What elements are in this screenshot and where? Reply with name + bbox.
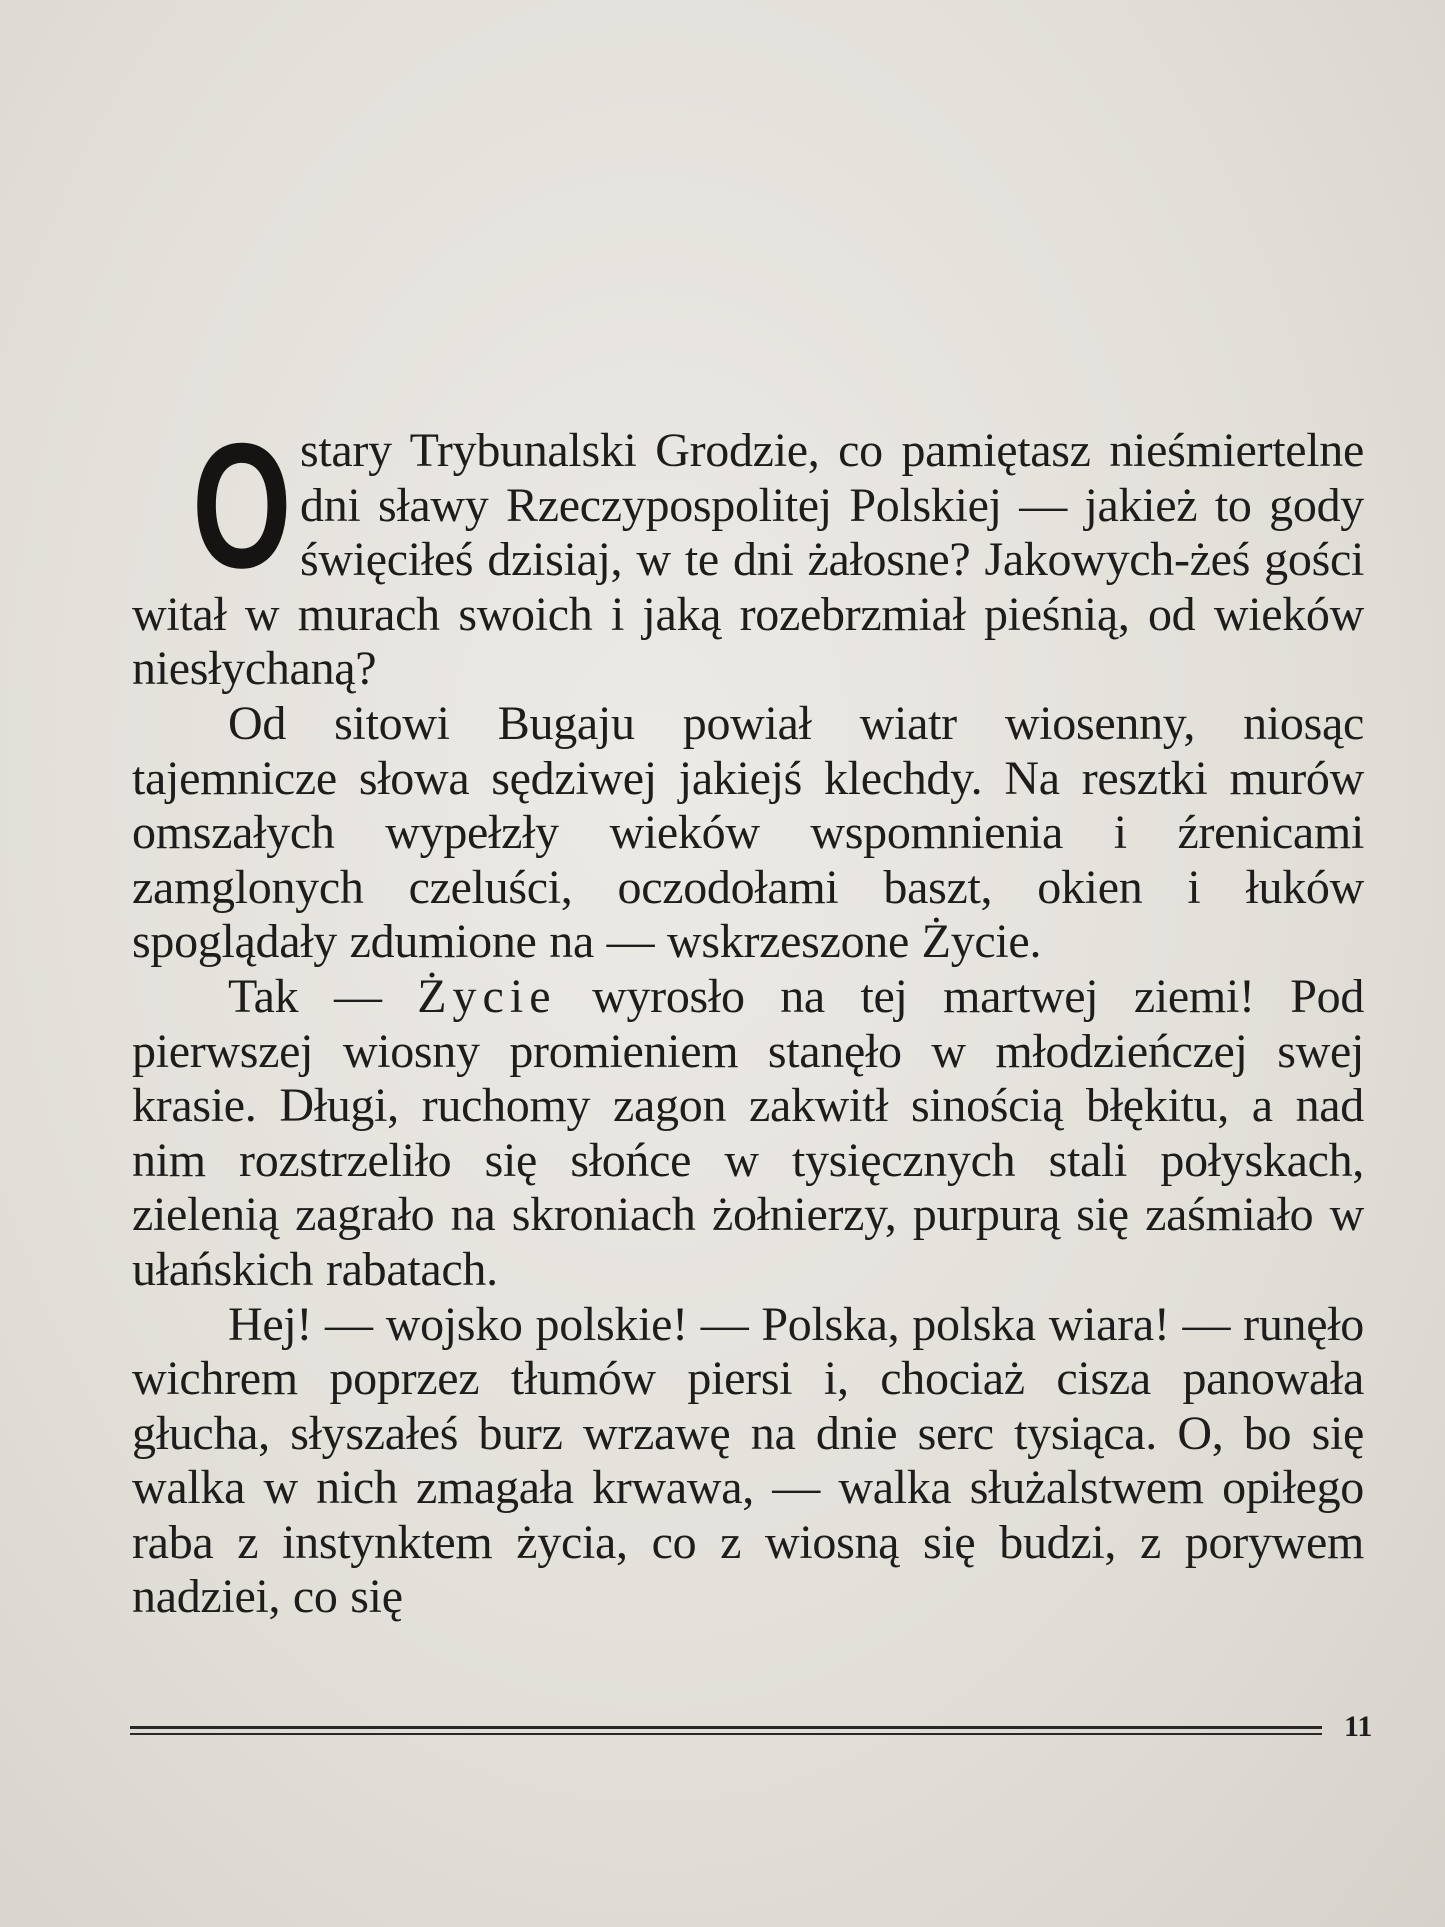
paragraph-1-text: stary Trybunalski Grodzie, co pamiętasz nieśmiertelne dni sławy Rzeczypospolitej Polskiej — jakież to gody święciłeś dzisiaj, w te dni żałosne? Jakowych-żeś gości witał w murach swoich i jaką rozebrzmiał pieśnią, od wieków niesłychaną? xyxy=(132,424,1364,696)
footer-rule-line-top xyxy=(130,1726,1322,1729)
paragraph-3-spaced-word: Życie xyxy=(417,969,557,1023)
page-number: 11 xyxy=(1344,1710,1373,1743)
footer-rule-line-bottom xyxy=(130,1733,1322,1735)
footer-double-rule xyxy=(130,1726,1322,1740)
paragraph-4 xyxy=(132,1298,1364,1626)
paragraph-3-text: wyrosło na tej martwej ziemi! Pod pierwszej wiosny promieniem stanęło w młodzieńczej swej krasie. Długi, ruchomy zagon zakwitł sinością błękitu, a nad nim rozstrzeliło się słońce w tysięcznych stali połyskach, zielenią zagrało na skroniach żołnierzy, purpurą się zaśmiało w ułańskich rabatach. xyxy=(132,969,1365,1296)
paragraph-2-text: Od sitowi Bugaju powiał wiatr wiosenny, niosąc tajemnicze słowa sędziwej jakiejś klechdy. Na resztki murów omszałych wypełzły wieków wspomnienia i źrenicami zamglonych czeluści, oczodołami baszt, okien i łuków spoglądały zdumione na — wskrzeszone Życie. xyxy=(132,696,1364,969)
paragraph-3 xyxy=(132,970,1364,1298)
paragraph-3-lead: Tak — xyxy=(228,969,382,1023)
drop-cap-letter: O xyxy=(192,406,292,605)
paragraph-4-text: Hej! — wojsko polskie! — Polska, polska wiara! — runęło wichrem poprzez tłumów piersi i, chociaż cisza panowała głucha, słyszałeś burz wrzawę na dnie serc tysiąca. O, bo się walka w nich zmagała krwawa, — walka służalstwem opiłego raba z instynktem życia, co z wiosną się budzi, z porywem nadziei, co się xyxy=(132,1297,1364,1624)
text-block xyxy=(132,406,1365,1625)
paragraph-2 xyxy=(132,697,1364,970)
paragraph-1 xyxy=(132,406,1364,697)
